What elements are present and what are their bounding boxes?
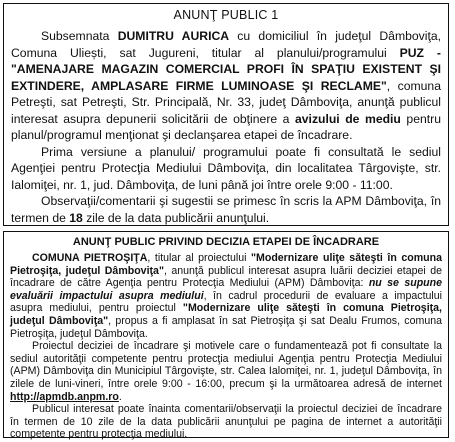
applicant-name: DUMITRU AURICA <box>117 29 230 43</box>
text-segment: Proiectul deciziei de încadrare şi motivele care o fundamentează pot fi consultate la sediul autorităţii competente pentru protecţia mediului Agenţia pentru Protecţia Mediului (APM) Dâmboviţa din Municipiul Târgovişte, str. Calea Ialomiţei, nr. 1, judeţul Dâmboviţa, în zilele de luni-vineri, între orele 9:00 - 16:00, precum şi la următoarea adresă de internet <box>10 340 442 390</box>
text-segment: , propus a fi amplasat în sat Pietroşiţa şi sat Dealu Frumos, comuna Pietroşiţa, judeţul Dâmboviţa. <box>10 314 442 340</box>
notice-1-paragraph-2: Prima versiune a planului/ programului poate fi consultată le sediul Agenţiei pentru Protecţia Mediului Dâmboviţa, din localitatea Târgovişte, str. Ialomiţei, nr. 1, jud. Dâmboviţa, de luni până joi între orele 9:00 - 11:00. <box>11 144 441 192</box>
text-segment: pentru planul/programul menţionat şi declanşarea etapei de încadrare. <box>11 111 441 142</box>
notice-2-paragraph-1 <box>10 252 442 340</box>
environmental-permit-term: avizului de mediu <box>295 111 401 126</box>
text-segment: , anunţă publicul interesat asupra luării deciziei etapei de încadrare de către Agenţia pentru Protecţia Mediului (APM) Dâmboviţa: <box>10 264 442 290</box>
notice-1-box <box>3 3 449 226</box>
notice-2-box <box>3 231 449 441</box>
text-segment: , în cadrul procedurii de evaluare a impactului asupra mediului, pentru proiectul <box>10 289 442 315</box>
text-segment: zile de la data publicării anunţului. <box>82 210 270 225</box>
text-segment: Subsemnata <box>41 29 118 43</box>
text-segment: . <box>118 390 122 403</box>
notice-1-paragraph-3 <box>11 193 441 226</box>
text-segment: , titular al proiectului <box>147 252 251 264</box>
decision-text: nu se supune evaluării impactului asupra mediului <box>10 277 443 302</box>
notice-1-paragraph-1 <box>11 28 441 144</box>
text-segment: Observaţii/comentarii şi sugestii se primesc în scris la APM Dâmboviţa, în termen de <box>11 194 441 225</box>
notice-2-title: ANUNŢ PUBLIC PRIVIND DECIZIA ETAPEI DE ÎNCADRARE <box>72 236 380 248</box>
project-title: "Modernizare uliţe săteşti în comuna Pietroşiţa, judeţul Dâmboviţa" <box>10 302 443 327</box>
plan-title: PUZ - "AMENAJARE MAGAZIN COMERCIAL PROFI ÎN SPAŢIU EXISTENT ŞI EXTINDERE, AMPLASARE FIRME LUMINOASE ŞI RECLAME" <box>11 45 441 93</box>
notice-2-paragraph-3: Publicul interesat poate înainta comentarii/observaţii la proiectul deciziei de încadrare în termen de 10 zile de la data publicării anunţului pe pagina de internet a autorităţii competente pentru protecţia mediului. <box>10 403 442 441</box>
project-owner: COMUNA PIETROŞIŢA <box>32 252 148 264</box>
deadline-days: 18 <box>69 210 83 225</box>
text-segment: , comuna Petreşti, sat Petreşti, Str. Principală, Nr. 33, judeţ Dâmboviţa, anunţă publicul interesat asupra depunerii solicitării de obţinere a <box>11 78 441 126</box>
notice-2-paragraph-2 <box>10 340 442 403</box>
project-title: "Modernizare uliţe săteşti în comuna Pietroşiţa, judeţul Dâmboviţa" <box>10 252 442 277</box>
website-link[interactable]: http://apmdb.anpm.ro <box>10 390 119 403</box>
notice-1-title: ANUNŢ PUBLIC 1 <box>173 8 279 22</box>
text-segment: cu domiciliul în judeţul Dâmboviţa, Comuna Uliești, sat Jugureni, titular al planului/programului <box>11 29 441 60</box>
